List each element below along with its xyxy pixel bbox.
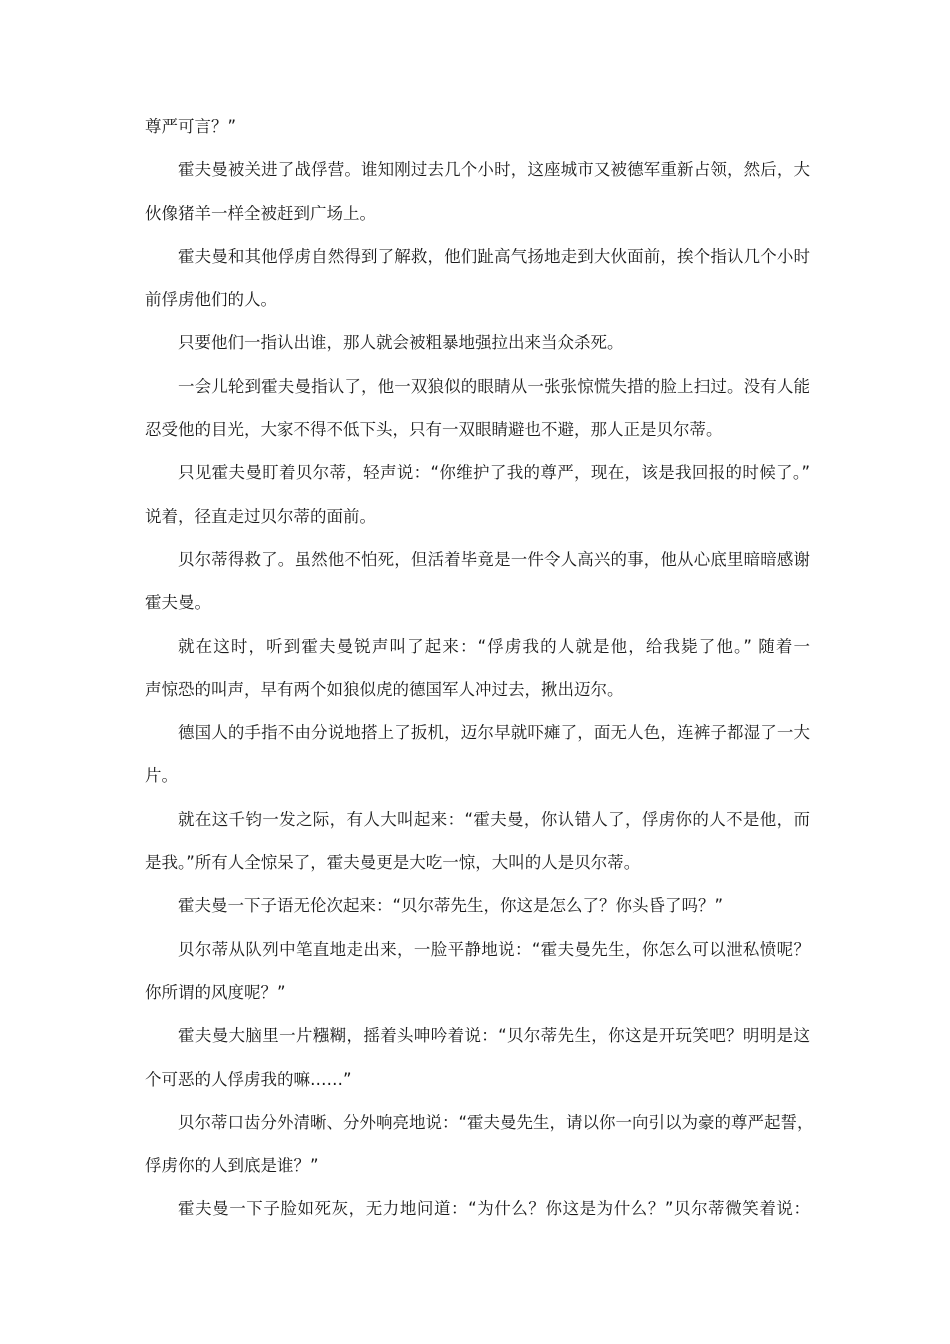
text-line: 前俘虏他们的人。 <box>145 290 277 310</box>
story-text <box>145 112 814 1238</box>
text-line: 俘虏你的人到底是谁？” <box>145 1156 319 1176</box>
paragraph-line: 就在这千钧一发之际，有人大叫起来：“霍夫曼，你认错人了，俘虏你的人不是他，而 <box>178 809 810 829</box>
text-line: 忍受他的目光，大家不得不低下头，只有一双眼睛避也不避，那人正是贝尔蒂。 <box>145 420 723 440</box>
text-line: 尊严可言？” <box>145 117 237 136</box>
paragraph-line: 霍夫曼大脑里一片糨糊，摇着头呻吟着说：“贝尔蒂先生，你这是开玩笑吧？明明是这 <box>178 1026 810 1046</box>
text-line: 个可恶的人俘虏我的嘛……” <box>145 1069 352 1089</box>
text-line: 片。 <box>145 766 178 786</box>
text-line: 霍夫曼。 <box>145 593 211 613</box>
paragraph-line: 就在这时，听到霍夫曼锐声叫了起来：“俘虏我的人就是他，给我毙了他。” 随着一 <box>178 636 810 656</box>
paragraph-line: 霍夫曼一下子语无伦次起来：“贝尔蒂先生，你这是怎么了？你头昏了吗？” <box>178 896 724 916</box>
paragraph-line: 霍夫曼一下子脸如死灰，无力地问道：“为什么？你这是为什么？”贝尔蒂微笑着说： <box>178 1199 810 1219</box>
paragraph-line: 贝尔蒂得救了。虽然他不怕死，但活着毕竟是一件令人高兴的事，他从心底里暗暗感谢 <box>178 549 810 569</box>
paragraph-line: 贝尔蒂从队列中笔直地走出来，一脸平静地说：“霍夫曼先生，你怎么可以泄私愤呢？ <box>178 939 810 959</box>
text-line: 说着，径直走过贝尔蒂的面前。 <box>145 506 376 526</box>
paragraph-line: 一会儿轮到霍夫曼指认了，他一双狼似的眼睛从一张张惊慌失措的脸上扫过。没有人能 <box>178 376 810 396</box>
paragraph-line: 只见霍夫曼盯着贝尔蒂，轻声说：“你维护了我的尊严，现在，该是我回报的时候了。” <box>178 463 810 483</box>
paragraph-line: 只要他们一指认出谁，那人就会被粗暴地强拉出来当众杀死。 <box>178 333 624 353</box>
text-line: 伙像猪羊一样全被赶到广场上。 <box>145 203 376 223</box>
paragraph-line: 贝尔蒂口齿分外清晰、分外响亮地说：“霍夫曼先生，请以你一向引以为豪的尊严起誓， <box>178 1112 814 1132</box>
text-line: 声惊恐的叫声，早有两个如狼似虎的德国军人冲过去，揪出迈尔。 <box>145 679 624 699</box>
paragraph-line: 霍夫曼被关进了战俘营。谁知刚过去几个小时，这座城市又被德军重新占领，然后，大 <box>178 160 810 180</box>
paragraph-line: 德国人的手指不由分说地搭上了扳机，迈尔早就吓瘫了，面无人色，连裤子都湿了一大 <box>178 723 810 743</box>
paragraph-line: 霍夫曼和其他俘虏自然得到了解救，他们趾高气扬地走到大伙面前，挨个指认几个小时 <box>178 246 810 266</box>
text-line: 是我。”所有人全惊呆了，霍夫曼更是大吃一惊，大叫的人是贝尔蒂。 <box>145 853 641 873</box>
text-line: 你所谓的风度呢？” <box>145 982 286 1002</box>
